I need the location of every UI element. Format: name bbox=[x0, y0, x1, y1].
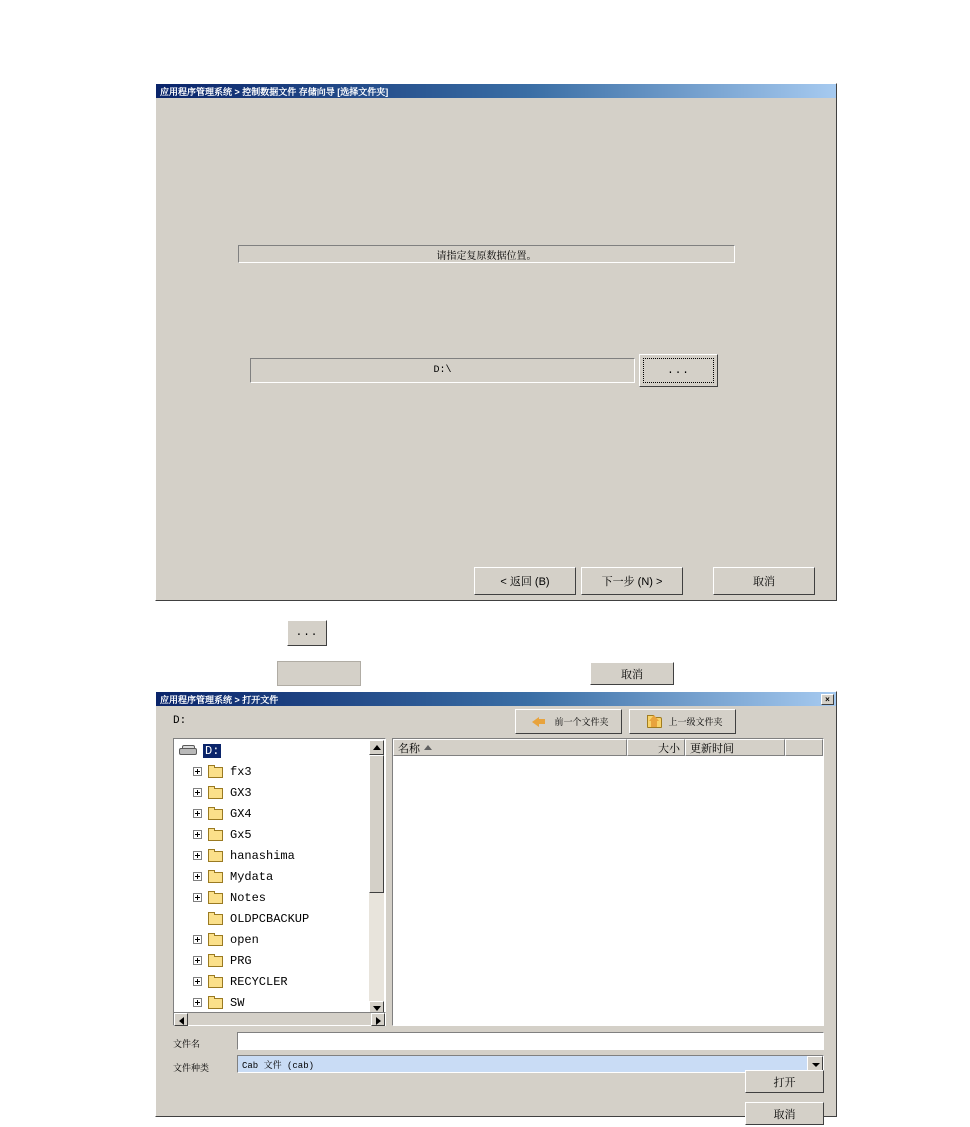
tree-item-recycler[interactable] bbox=[175, 971, 371, 992]
open-dialog-titlebar bbox=[156, 692, 836, 706]
tree-item-notes[interactable] bbox=[175, 887, 371, 908]
previous-folder-label: 前一个文件夹 bbox=[554, 717, 609, 727]
up-folder-label: 上一级文件夹 bbox=[668, 717, 723, 727]
folder-icon bbox=[208, 849, 225, 862]
current-drive-label: D: bbox=[173, 715, 187, 727]
tree-item-label: D: bbox=[205, 743, 220, 758]
scroll-track[interactable] bbox=[369, 755, 384, 1001]
stray-cancel-label: 取消 bbox=[621, 668, 643, 681]
folder-icon bbox=[208, 996, 225, 1009]
up-folder-button[interactable] bbox=[629, 709, 736, 734]
previous-folder-button[interactable] bbox=[515, 709, 622, 734]
column-header-filler bbox=[785, 739, 823, 756]
folder-icon bbox=[208, 786, 225, 799]
cancel-button[interactable] bbox=[713, 567, 815, 595]
filename-value bbox=[238, 1033, 823, 1035]
sort-ascending-icon bbox=[424, 745, 432, 750]
expand-icon bbox=[193, 914, 202, 923]
browse-button[interactable] bbox=[639, 354, 718, 387]
expand-icon[interactable] bbox=[193, 998, 202, 1007]
folder-tree[interactable] bbox=[173, 738, 386, 1016]
wizard-body bbox=[156, 98, 836, 600]
scroll-up-button[interactable] bbox=[369, 740, 384, 755]
tree-item-fx3[interactable] bbox=[175, 761, 371, 782]
stray-browse-button[interactable] bbox=[287, 620, 327, 646]
expand-icon[interactable] bbox=[193, 893, 202, 902]
expand-icon[interactable] bbox=[193, 851, 202, 860]
expand-icon[interactable] bbox=[193, 977, 202, 986]
back-arrow-icon bbox=[532, 714, 550, 730]
folder-icon bbox=[208, 954, 225, 967]
folder-icon bbox=[208, 912, 225, 925]
tree-vertical-scrollbar[interactable] bbox=[369, 740, 384, 1016]
tree-item-mydata[interactable] bbox=[175, 866, 371, 887]
expand-icon[interactable] bbox=[193, 956, 202, 965]
tree-item-label: Mydata bbox=[230, 869, 274, 884]
close-icon[interactable]: × bbox=[821, 694, 834, 705]
next-button-label: 下一步 (N) > bbox=[601, 576, 663, 588]
folder-icon bbox=[208, 828, 225, 841]
destination-path-field[interactable] bbox=[250, 358, 635, 383]
wizard-prompt-bar bbox=[238, 245, 735, 263]
filetype-select[interactable] bbox=[237, 1055, 824, 1073]
tree-item-label: OLDPCBACKUP bbox=[230, 911, 310, 926]
column-header-size[interactable] bbox=[627, 739, 685, 756]
tree-item-hanashima[interactable] bbox=[175, 845, 371, 866]
destination-path-value: D:\ bbox=[433, 365, 452, 376]
wizard-titlebar bbox=[156, 84, 836, 98]
tree-item-label: PRG bbox=[230, 953, 252, 968]
drive-icon bbox=[179, 744, 199, 757]
tree-item-label: GX3 bbox=[230, 785, 252, 800]
filetype-label: 文件种类 bbox=[173, 1063, 210, 1073]
tree-item-label: Notes bbox=[230, 890, 267, 905]
file-list[interactable] bbox=[392, 738, 824, 1026]
column-header-size-label: 大小 bbox=[658, 742, 680, 755]
scroll-thumb[interactable] bbox=[369, 755, 384, 893]
expand-icon[interactable] bbox=[193, 830, 202, 839]
tree-item-label: Gx5 bbox=[230, 827, 252, 842]
tree-item-label: GX4 bbox=[230, 806, 252, 821]
folder-icon bbox=[208, 933, 225, 946]
open-dialog-cancel-button[interactable] bbox=[745, 1102, 824, 1125]
folder-icon bbox=[208, 891, 225, 904]
open-dialog-body bbox=[156, 706, 836, 1121]
browse-button-label: ... bbox=[643, 358, 714, 383]
column-header-modified[interactable] bbox=[685, 739, 785, 756]
folder-icon bbox=[208, 975, 225, 988]
folder-tree-rows bbox=[175, 740, 371, 1014]
stray-blank-box bbox=[277, 661, 361, 686]
column-header-modified-label: 更新时间 bbox=[690, 742, 734, 755]
stray-cancel-button[interactable] bbox=[590, 662, 674, 685]
tree-item-oldpcbackup[interactable] bbox=[175, 908, 371, 929]
cancel-button-label: 取消 bbox=[753, 576, 775, 588]
filetype-value: Cab 文件 (cab) bbox=[242, 1060, 315, 1071]
stray-browse-label: ... bbox=[295, 627, 319, 639]
wizard-prompt-text: 请指定复原数据位置。 bbox=[436, 250, 537, 262]
tree-item-open[interactable] bbox=[175, 929, 371, 950]
tree-item-label: SW bbox=[230, 995, 245, 1010]
expand-icon[interactable] bbox=[193, 809, 202, 818]
scroll-left-button[interactable] bbox=[174, 1013, 188, 1026]
tree-horizontal-scrollbar[interactable] bbox=[173, 1012, 386, 1026]
folder-icon bbox=[208, 807, 225, 820]
filename-label: 文件名 bbox=[173, 1039, 201, 1049]
expand-icon[interactable] bbox=[193, 935, 202, 944]
back-button[interactable] bbox=[474, 567, 576, 595]
path-row bbox=[250, 354, 718, 385]
tree-item-gx5[interactable] bbox=[175, 824, 371, 845]
wizard-title: 应用程序管理系统 > 控制数据文件 存储向导 [选择文件夹] bbox=[160, 86, 389, 97]
tree-item-gx3[interactable] bbox=[175, 782, 371, 803]
tree-item-prg[interactable] bbox=[175, 950, 371, 971]
expand-icon[interactable] bbox=[193, 872, 202, 881]
open-dialog-cancel-label: 取消 bbox=[773, 1108, 796, 1121]
tree-item-label: open bbox=[230, 932, 259, 947]
tree-item-root[interactable] bbox=[175, 740, 371, 761]
open-file-dialog bbox=[155, 691, 837, 1121]
folder-up-icon bbox=[646, 714, 664, 730]
tree-item-sw[interactable] bbox=[175, 992, 371, 1013]
next-button[interactable] bbox=[581, 567, 683, 595]
open-dialog-title: 应用程序管理系统 > 打开文件 bbox=[160, 694, 279, 705]
open-button-label: 打开 bbox=[773, 1076, 796, 1089]
column-header-name-label: 名称 bbox=[398, 742, 420, 755]
back-button-label: < 返回 (B) bbox=[500, 576, 550, 588]
scroll-right-button[interactable] bbox=[371, 1013, 385, 1026]
file-list-header bbox=[393, 739, 823, 756]
tree-item-label: hanashima bbox=[230, 848, 295, 863]
expand-icon[interactable] bbox=[193, 788, 202, 797]
tree-item-label: fx3 bbox=[230, 764, 252, 779]
open-button[interactable] bbox=[745, 1070, 824, 1093]
expand-icon[interactable] bbox=[193, 767, 202, 776]
folder-icon bbox=[208, 870, 225, 883]
tree-item-label: RECYCLER bbox=[230, 974, 288, 989]
column-header-name[interactable] bbox=[393, 739, 627, 756]
tree-item-gx4[interactable] bbox=[175, 803, 371, 824]
wizard-dialog bbox=[155, 83, 837, 601]
filename-input[interactable] bbox=[237, 1032, 824, 1050]
folder-icon bbox=[208, 765, 225, 778]
